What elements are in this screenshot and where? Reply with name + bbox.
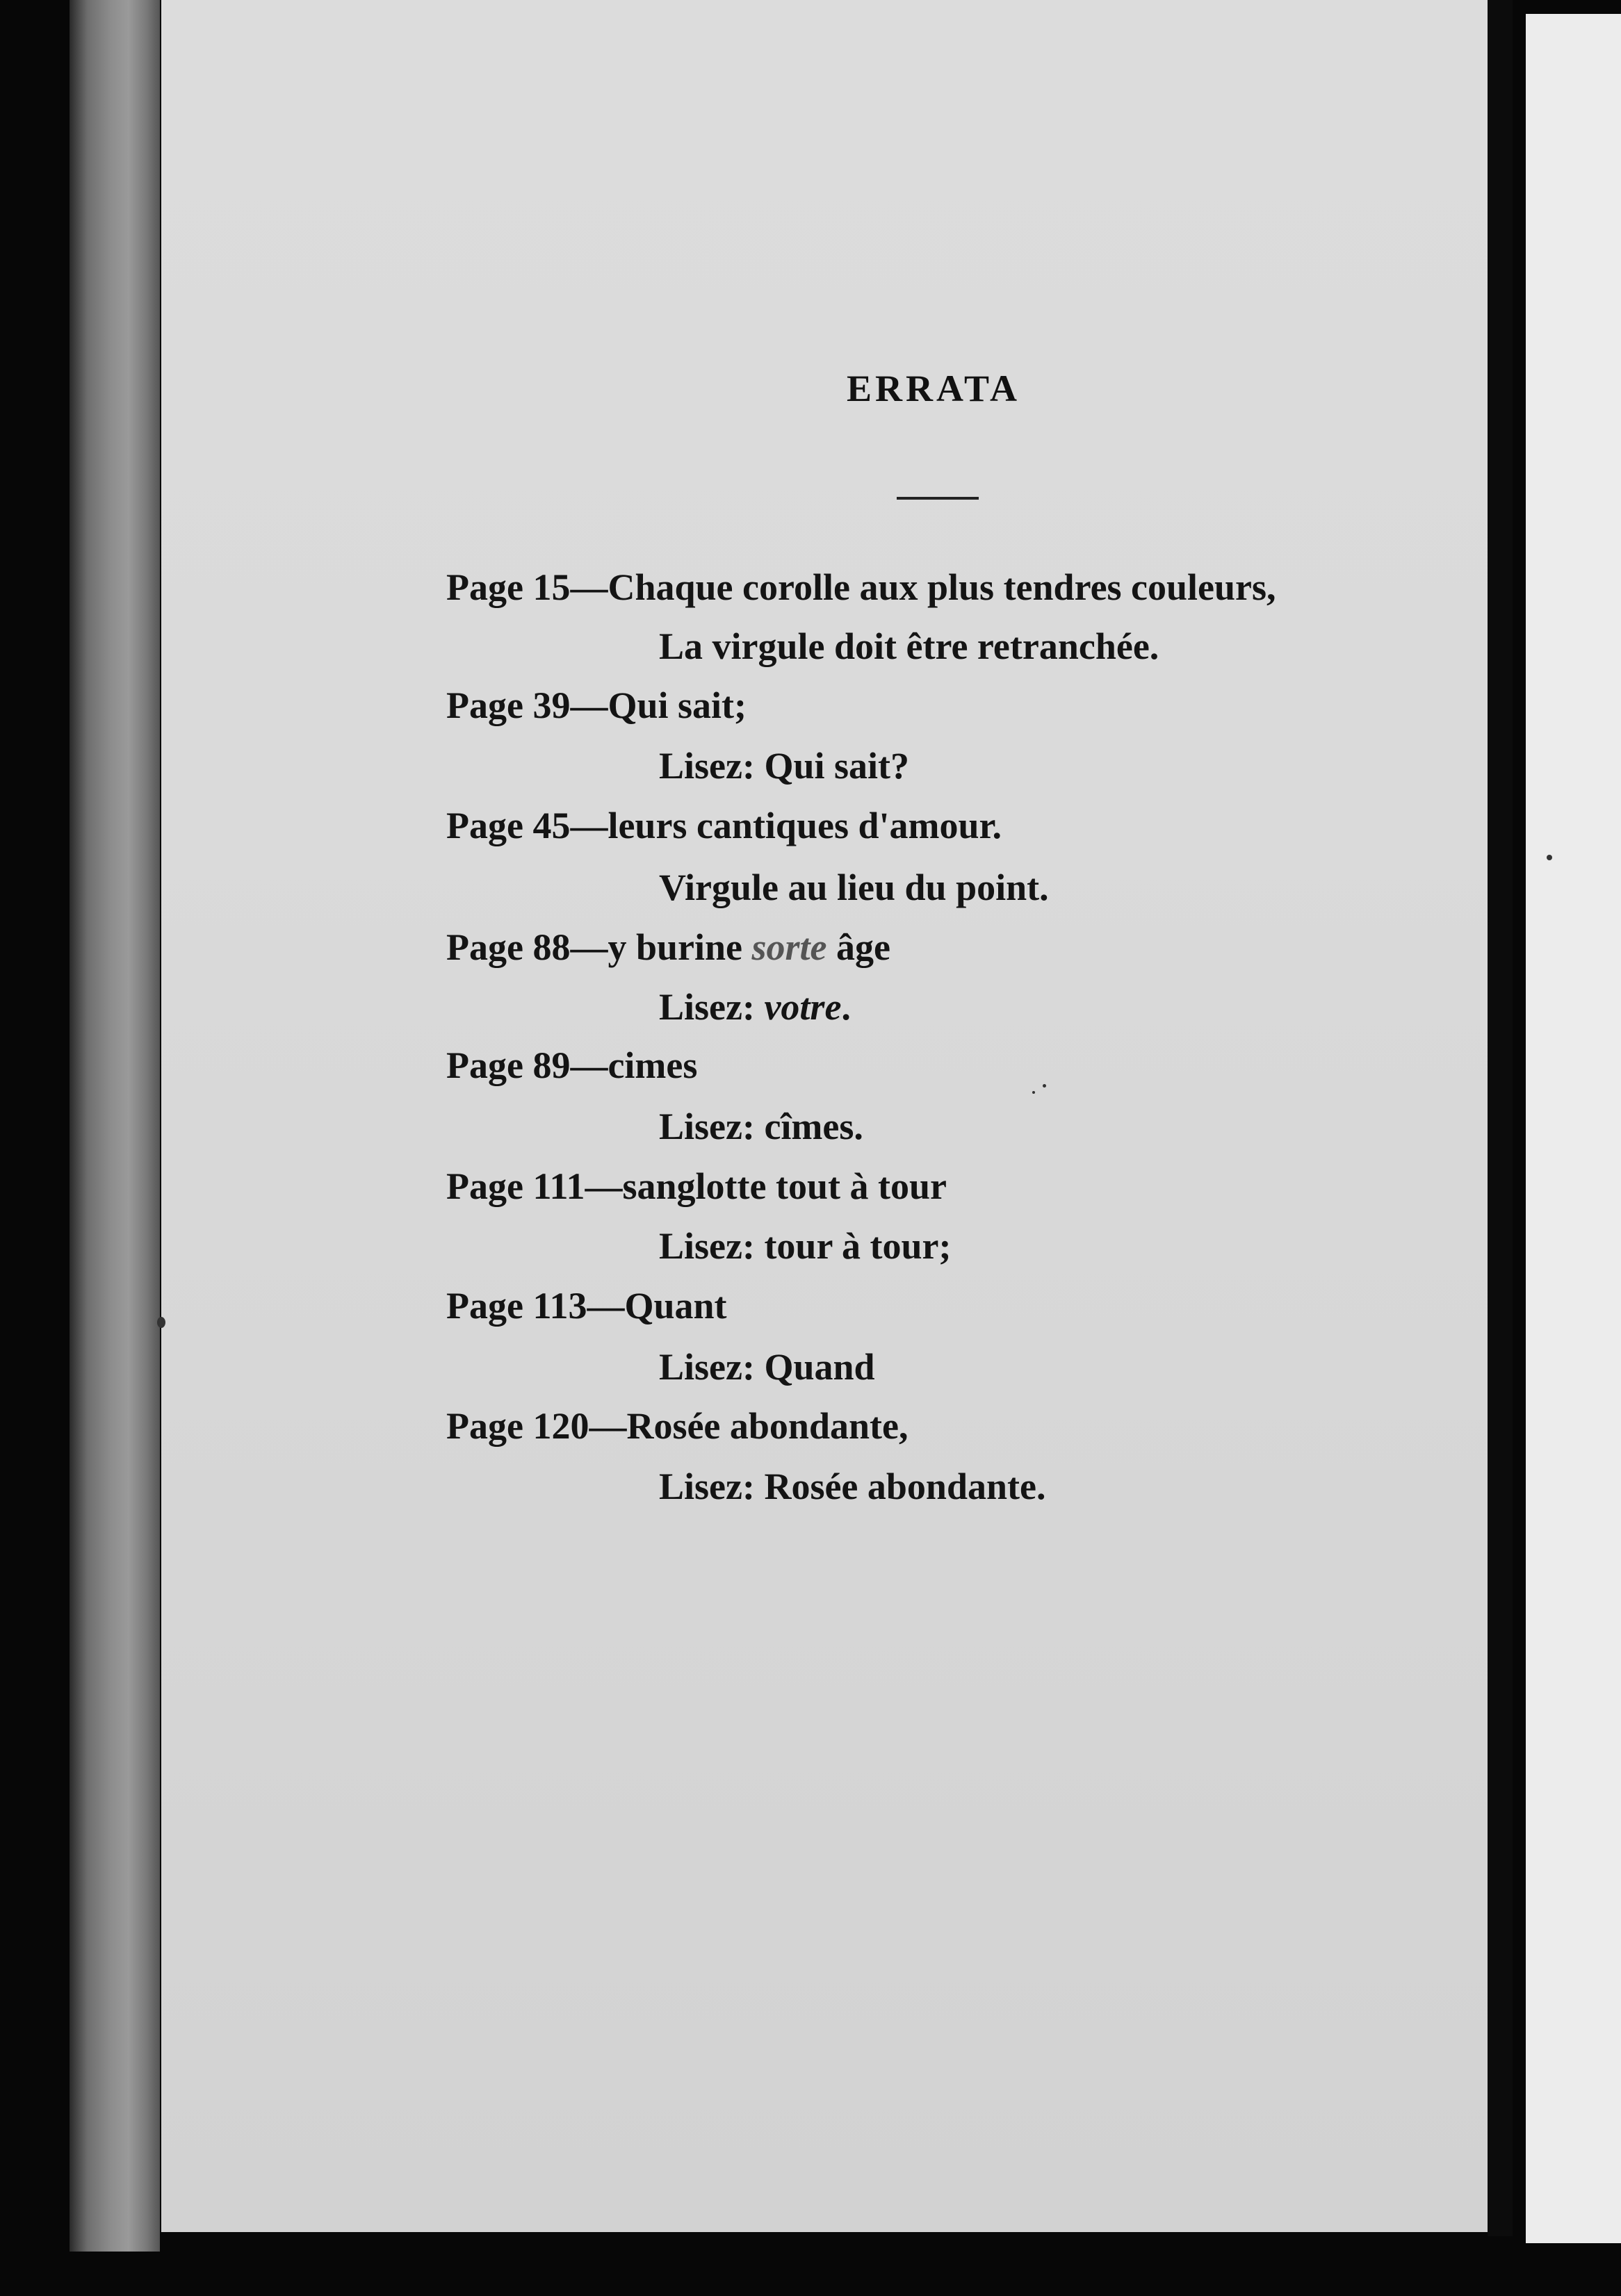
correction-line: Lisez: Qui sait? [659, 745, 909, 787]
errata-line [446, 1044, 698, 1086]
page-reference: Page 45— [446, 805, 608, 846]
erratum-italic-word: sorte [751, 926, 827, 968]
page-reference: Page 111— [446, 1165, 623, 1207]
correction-line [659, 988, 851, 1026]
errata-line [446, 1407, 908, 1445]
page-reference: Page 120— [446, 1405, 627, 1447]
page-reference: Page 113— [446, 1285, 625, 1327]
errata-line [446, 568, 1276, 606]
erratum-text: Rosée abondante, [626, 1405, 909, 1447]
erratum-text: cimes [608, 1044, 698, 1086]
correction-text: Lisez: [659, 986, 765, 1028]
page-reference: Page 89— [446, 1044, 608, 1086]
erratum-text: âge [826, 926, 890, 968]
erratum-text: Quant [624, 1285, 727, 1327]
page-reference: Page 88— [446, 926, 608, 968]
errata-line [446, 928, 890, 966]
erratum-text: Qui sait; [608, 684, 747, 726]
correction-text: . [841, 986, 851, 1028]
errata-line [446, 807, 1002, 844]
errata-title: ERRATA [847, 368, 1021, 409]
erratum-text: Chaque corolle aux plus tendres couleurs, [608, 566, 1276, 608]
correction-line: Lisez: tour à tour; [659, 1225, 952, 1267]
page-reference: Page 15— [446, 566, 608, 608]
correction-line: Lisez: Rosée abondante. [659, 1466, 1046, 1507]
errata-line [446, 1287, 727, 1325]
correction-line: Lisez: Quand [659, 1346, 875, 1388]
correction-italic-word: votre [764, 986, 842, 1028]
erratum-text: sanglotte tout à tour [622, 1165, 947, 1207]
correction-line: Lisez: cîmes. [659, 1106, 863, 1147]
erratum-text: y burine [608, 926, 752, 968]
errata-line [446, 684, 747, 726]
erratum-text: leurs cantiques d'amour. [608, 805, 1002, 846]
page-reference: Page 39— [446, 684, 608, 726]
correction-line: Virgule au lieu du point. [659, 867, 1049, 908]
errata-line [446, 1167, 947, 1205]
correction-line: La virgule doit être retranchée. [659, 625, 1159, 667]
